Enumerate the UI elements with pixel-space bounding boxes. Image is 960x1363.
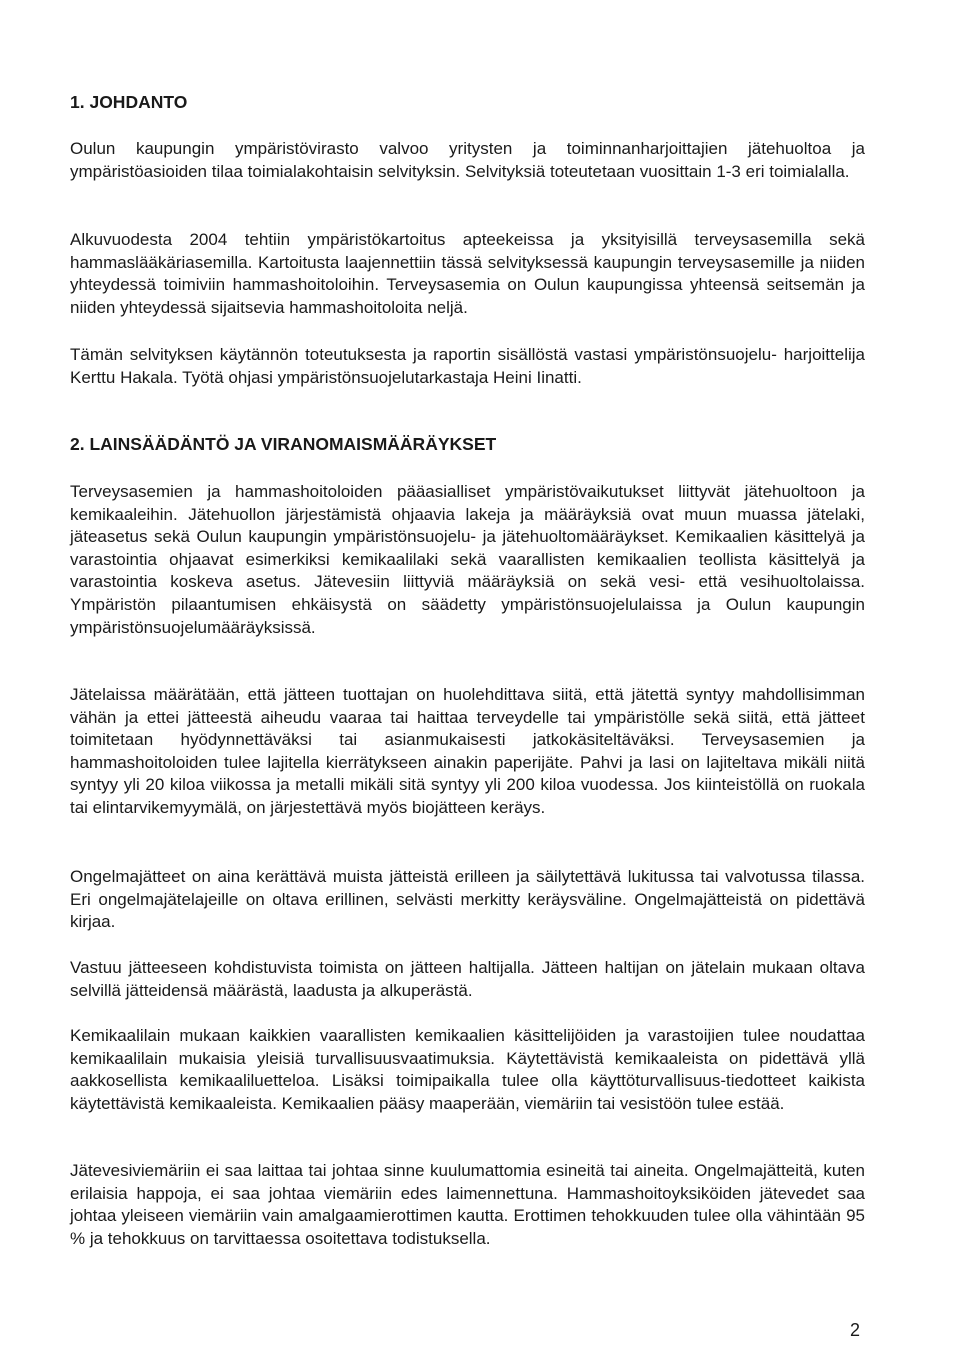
section-2-paragraph-1: Terveysasemien ja hammashoitoloiden pääasialliset ympäristövaikutukset liittyvät jätehuoltoon ja kemikaaleihin. Jätehuollon järjestämistä ohjaavia lakeja ja määräyksiä ovat muun muassa jätelaki, jäteasetus sekä Oulun kaupungin ympäristönsuojelu- ja jätehuoltomääräykset. Kemikaalien käsittelyä ja varastointia ohjaavat esimerkiksi kemikaalilaki sekä vaarallisten kemikaalien teollista käsittelyä ja varastointia koskeva asetus. Jätevesiin liittyviä määräyksiä on sekä vesi- että vesihuoltolaissa. Ympäristön pilaantumisen ehkäisystä on säädetty ympäristönsuojelulaissa ja Oulun kaupungin ympäristönsuojelumääräyksissä. bbox=[70, 482, 865, 637]
section-2-paragraph-4: Vastuu jätteeseen kohdistuvista toimista on jätteen haltijalla. Jätteen haltijan on jätelain mukaan oltava selvillä jätteidensä määrästä, laadusta ja alkuperästä. bbox=[70, 958, 865, 1000]
section-1-paragraph-3: Tämän selvityksen käytännön toteutuksesta ja raportin sisällöstä vastasi ympäristönsuojelu- harjoittelija Kerttu Hakala. Työtä ohjasi ympäristönsuojelutarkastaja Heini Iinatti. bbox=[70, 345, 865, 387]
section-2-heading: 2. LAINSÄÄDÄNTÖ JA VIRANOMAISMÄÄRÄYKSET bbox=[70, 434, 497, 454]
section-1-heading: 1. JOHDANTO bbox=[70, 92, 188, 112]
page-number: 2 bbox=[850, 1320, 861, 1340]
section-2-paragraph-5: Kemikaalilain mukaan kaikkien vaarallisten kemikaalien käsittelijöiden ja varastoijien tulee noudattaa kemikaalilain mukaisia yleisiä turvallisuusvaatimuksia. Käytettävistä kemikaaleista on pidettävä yllä aakkosellista kemikaaliluetteloa. Lisäksi toimipaikalla tulee olla käyttöturvallisuus-tiedotteet kaikista käytettävistä kemikaaleista. Kemikaalien pääsy maaperään, viemäriin tai vesistöön tulee estää. bbox=[70, 1026, 865, 1113]
section-2-paragraph-3: Ongelmajätteet on aina kerättävä muista jätteistä erilleen ja säilytettävä lukitussa tai valvotussa tilassa. Eri ongelmajätelajeille on oltava erillinen, selvästi merkitty keräysväline. Ongelmajätteistä on pidettävä kirjaa. bbox=[70, 867, 865, 932]
section-2-paragraph-2: Jätelaissa määrätään, että jätteen tuottajan on huolehdittava siitä, että jätettä syntyy mahdollisimman vähän ja ettei jätteestä aiheudu vaaraa tai haittaa terveydelle tai ympäristölle sekä siitä, että jätteet toimitetaan hyödynnettäväksi tai asianmukaisesti jatkokäsiteltäväksi. Terveysasemien ja hammashoitoloiden tulee lajitella kierrätykseen ainakin paperijäte. Pahvi ja lasi on lajiteltava mikäli niitä syntyy yli 20 kiloa viikossa ja metalli mikäli sitä syntyy yli 200 kiloa vuodessa. Jos kiinteistöllä on ruokala tai elintarvikemyymälä, on järjestettävä myös biojätteen keräys. bbox=[70, 685, 865, 817]
section-2-paragraph-6: Jätevesiviemäriin ei saa laittaa tai johtaa sinne kuulumattomia esineitä tai aineita. Ongelmajätteitä, kuten erilaisia happoja, ei saa johtaa viemäriin edes laimennettuna. Hammashoitoyksiköiden jätevedet saa johtaa yleiseen viemäriin vain amalgaamierottimen kautta. Erottimen tehokkuuden tulee olla vähintään 95 % ja tehokkuus on tarvittaessa osoitettava todistuksella. bbox=[70, 1161, 865, 1248]
section-1-paragraph-2: Alkuvuodesta 2004 tehtiin ympäristökartoitus apteekeissa ja yksityisillä terveysasemilla sekä hammaslääkäriasemilla. Kartoitusta laajennettiin tässä selvityksessä kaupungin terveysasemille ja niiden yhteydessä toimiviin hammashoitoloihin. Terveysasemia on Oulun kaupungissa yhteensä seitsemän ja niiden yhteydessä sijaitsevia hammashoitoloita neljä. bbox=[70, 230, 865, 317]
section-1-paragraph-1: Oulun kaupungin ympäristövirasto valvoo yritysten ja toiminnanharjoittajien jätehuoltoa ja ympäristöasioiden tilaa toimialakohtaisin selvityksin. Selvityksiä toteutetaan vuosittain 1-3 eri toimialalla. bbox=[70, 139, 865, 181]
